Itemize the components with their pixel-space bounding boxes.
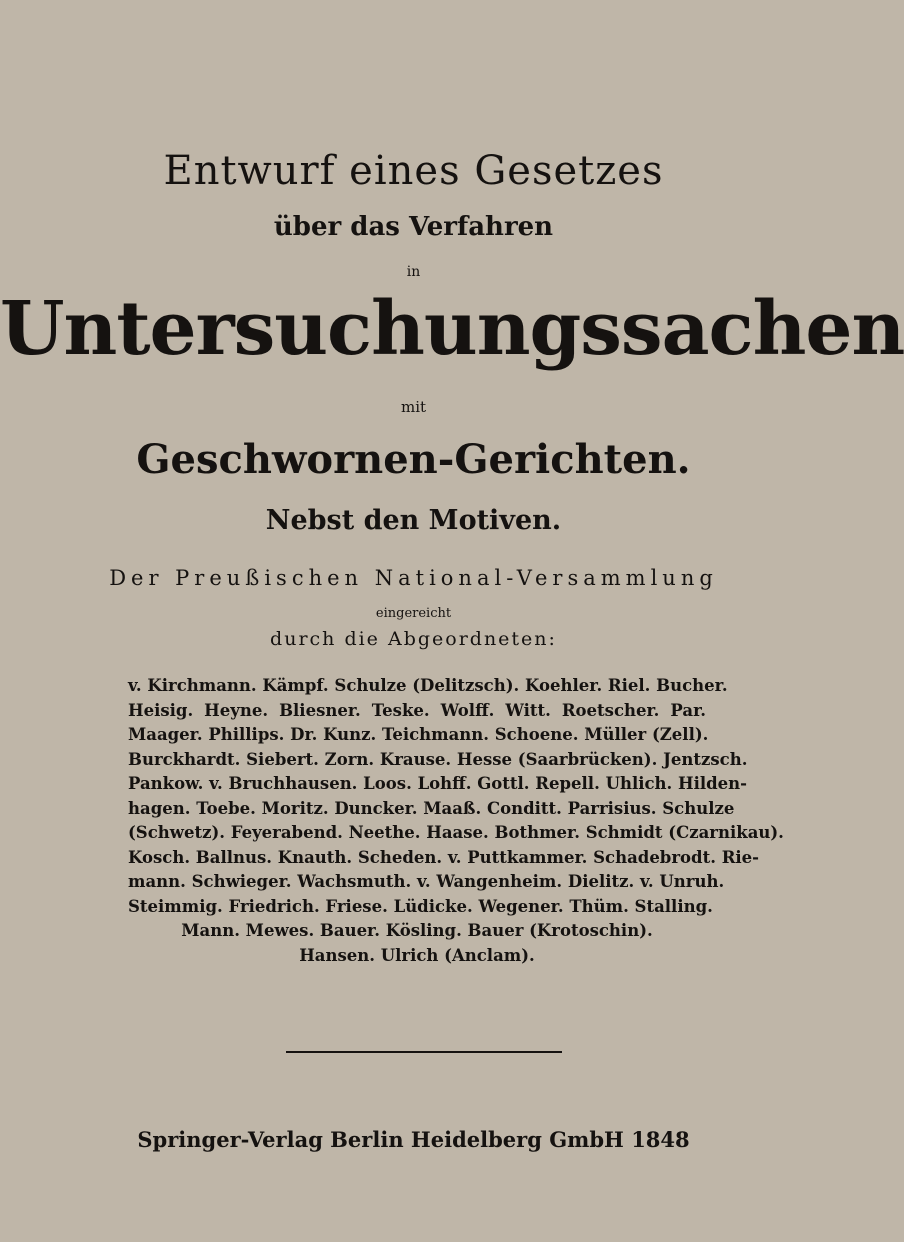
submission-line-3: durch die Abgeordneten:: [270, 628, 557, 650]
deputies-line: Burckhardt. Siebert. Zorn. Krause. Hesse (Saarbrücken). Jentzsch.: [128, 749, 748, 769]
publisher-imprint: Springer-Verlag Berlin Heidelberg GmbH 1848: [137, 1127, 690, 1152]
main-title: Untersuchungssachen: [0, 286, 904, 372]
motives-line: Nebst den Motiven.: [265, 505, 562, 536]
submission-line-1: Der Preußischen National-Versammlung: [109, 566, 718, 590]
deputies-line: Kosch. Ballnus. Knauth. Scheden. v. Puttkammer. Schadebrodt. Rie-: [128, 847, 760, 867]
submission-line-2: eingereicht: [375, 606, 452, 621]
deputies-line: hagen. Toebe. Moritz. Duncker. Maaß. Conditt. Parrisius. Schulze: [128, 798, 735, 818]
title-line-3: in: [406, 264, 421, 280]
deputies-line: Steimmig. Friedrich. Friese. Lüdicke. Wegener. Thüm. Stalling.: [128, 896, 713, 916]
title-line-5: mit: [400, 398, 427, 416]
deputies-line: (Schwetz). Feyerabend. Neethe. Haase. Bothmer. Schmidt (Czarnikau).: [128, 823, 784, 842]
title-line-1: Entwurf eines Gesetzes: [163, 148, 664, 194]
deputies-line: Pankow. v. Bruchhausen. Loos. Lohff. Gottl. Repell. Uhlich. Hilden-: [128, 774, 748, 793]
divider-rule: [286, 1051, 562, 1053]
deputies-line: Hansen. Ulrich (Anclam).: [299, 945, 535, 965]
deputies-line: Maager. Phillips. Dr. Kunz. Teichmann. Schoene. Müller (Zell).: [128, 725, 709, 744]
deputies-line: mann. Schwieger. Wachsmuth. v. Wangenheim. Dielitz. v. Unruh.: [128, 872, 725, 891]
title-line-2: über das Verfahren: [273, 212, 554, 242]
deputies-line: v. Kirchmann. Kämpf. Schulze (Delitzsch). Koehler. Riel. Bucher.: [128, 676, 728, 695]
deputies-list: [128, 674, 784, 968]
deputies-line: Heisig. Heyne. Bliesner. Teske. Wolff. Witt. Roetscher. Par.: [128, 700, 706, 720]
deputies-line: Mann. Mewes. Bauer. Kösling. Bauer (Krotoschin).: [181, 921, 653, 940]
subtitle: Geschwornen-Gerichten.: [136, 436, 691, 483]
